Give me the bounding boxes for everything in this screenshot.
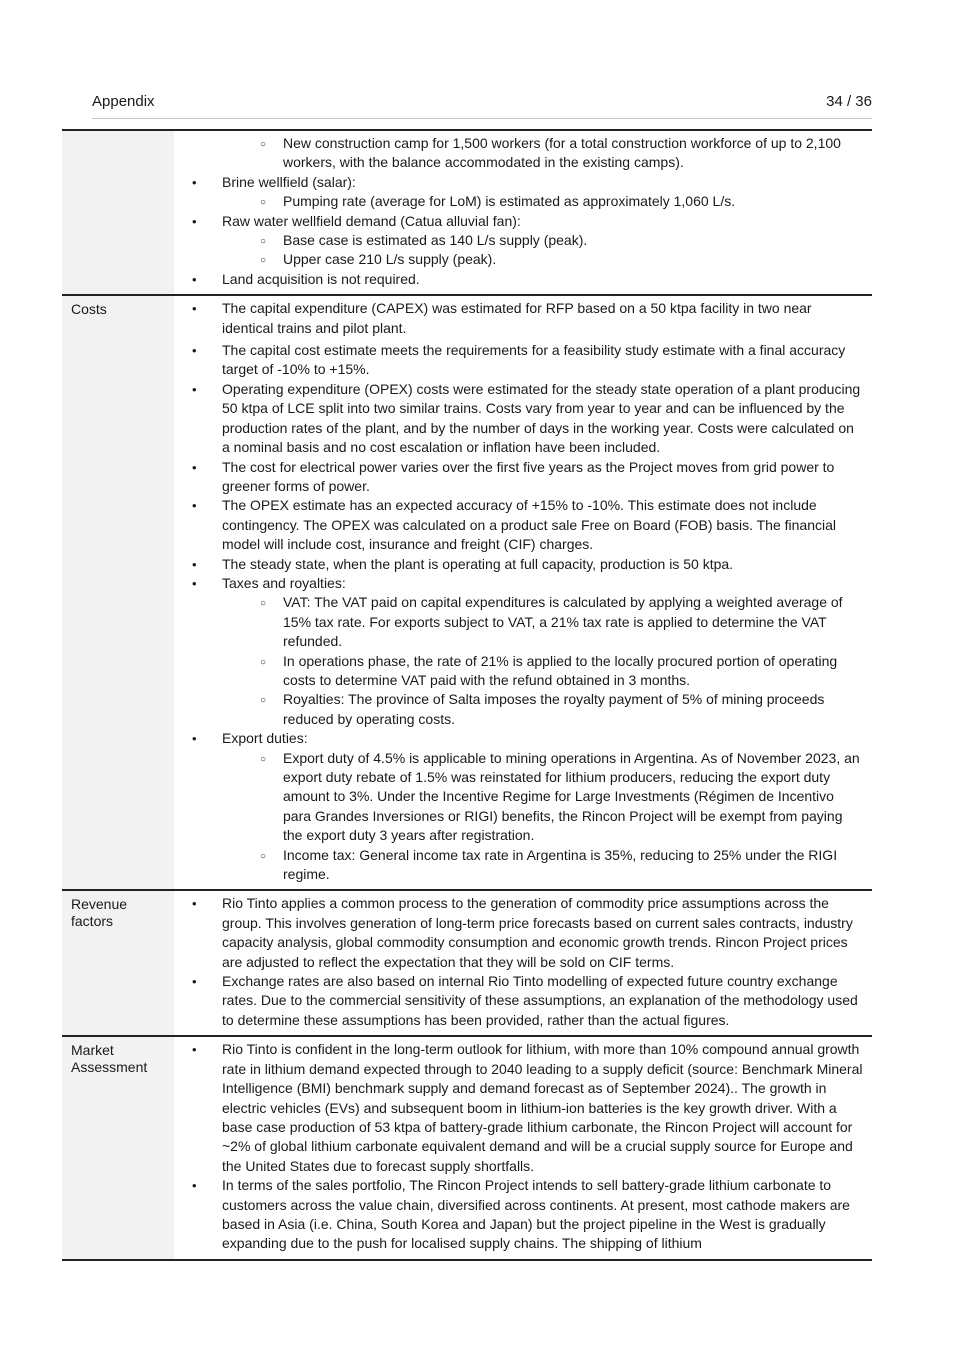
list-item-text: • Brine wellfield (salar): <box>222 173 356 190</box>
list-item <box>174 212 864 270</box>
table-row <box>62 131 872 296</box>
list-item-text: • Exchange rates are also based on internal Rio Tinto modelling of expected future country exchange rates. Due to the commercial sensitivity of these assumptions, an explanation of the methodology used to determine these assumptions has been provided, rather than the actual figures. <box>222 973 858 1028</box>
row-label: Market Assessment <box>62 1037 174 1258</box>
page-header <box>92 92 872 119</box>
sub-list-item: ○ Base case is estimated as 140 L/s supply (peak). <box>174 231 864 250</box>
sub-list-container <box>174 134 864 173</box>
table-row <box>62 1037 872 1260</box>
row-label <box>62 131 174 294</box>
sub-list-item: ○ New construction camp for 1,500 workers (for a total construction workforce of up to 2,100 workers, with the balance accommodated in the existing camps). <box>174 134 864 173</box>
list-item <box>174 972 864 1030</box>
list-item-text: • In terms of the sales portfolio, The Rincon Project intends to sell battery-grade lithium carbonate to customers across the value chain, diversified across continents. At present, most cathode makers are based in Asia (i.e. China, South Korea and Japan) but the project pipeline in the West is gradually expanding due to the push for localised supply chains. The shipping of lithium <box>222 1177 850 1252</box>
list-item-text: • Raw water wellfield demand (Catua alluvial fan): <box>222 212 521 229</box>
list-item-text: • Rio Tinto applies a common process to the generation of commodity price assumptions across the group. This involves generation of long-term price forecasts based on current sales contracts, industry capacity analysis, global commodity consumption and economic growth trends. Rincon Project prices are adjusted to reflect the expectation that they will be sold on CIF terms. <box>222 895 853 970</box>
table-row <box>62 891 872 1037</box>
sub-list-item: ○ Royalties: The province of Salta imposes the royalty payment of 5% of mining proceeds reduced by operating costs. <box>174 690 864 729</box>
list-item-text: • Taxes and royalties: <box>222 574 346 591</box>
list-item <box>174 458 864 497</box>
list-item <box>174 496 864 554</box>
list-item <box>174 1176 864 1254</box>
sub-list-item: ○ In operations phase, the rate of 21% is applied to the locally procured portion of operating costs to determine VAT paid with the refund obtained in 3 months. <box>174 652 864 691</box>
list-item <box>174 729 864 884</box>
list-item-text: • Rio Tinto is confident in the long-term outlook for lithium, with more than 10% compound annual growth rate in lithium demand expected through to 2040 leading to a supply deficit (source: Benchmark Mineral Intelligence (BMI) benchmark supply and demand forecast as of September 2024).. The growth in electric vehicles (EVs) and subsequent boom in lithium-ion batteries is the key growth driver. With a base case production of 53 ktpa of battery-grade lithium carbonate, the Rincon Project will account for ~2% of global lithium carbonate equivalent demand and will be a crucial supply source for Europe and the United States due to forecast supply shortfalls. <box>222 1041 863 1174</box>
list-item-text: • The OPEX estimate has an expected accuracy of +15% to -10%. This estimate does not include contingency. The OPEX was calculated on a product sale Free on Board (FOB) basis. The financial model will include cost, insurance and freight (CIF) charges. <box>222 497 836 553</box>
list-item <box>174 380 864 458</box>
section-title: Appendix <box>92 93 155 110</box>
list-item <box>174 299 864 338</box>
row-label: Revenue factors <box>62 891 174 1035</box>
row-content <box>174 891 872 1035</box>
list-item <box>174 270 864 289</box>
list-item-text: • Land acquisition is not required. <box>222 270 420 287</box>
page-number: 34 / 36 <box>826 93 872 110</box>
list-item-text: • Operating expenditure (OPEX) costs were estimated for the steady state operation of a plant producing 50 ktpa of LCE split into two similar trains. Costs vary from year to year and can be influenced by the production rates of the plant, and by the number of days in the working year. Costs were calculated on a nominal basis and no cost escalation or inflation have been included. <box>222 380 861 456</box>
row-content <box>174 296 872 889</box>
sub-list-item: ○ VAT: The VAT paid on capital expenditures is calculated by applying a weighted average of 15% tax rate. For exports subject to VAT, a 21% tax rate is applied to determine the VAT refunded. <box>174 593 864 651</box>
list-item <box>174 894 864 972</box>
list-item-text: • Export duties: <box>222 730 308 747</box>
list-item-text: • The capital cost estimate meets the requirements for a feasibility study estimate with a final accuracy target of -10% to +15%. <box>222 342 846 378</box>
sub-list-item: ○ Income tax: General income tax rate in Argentina is 35%, reducing to 25% under the RIGI regime. <box>174 846 864 885</box>
appendix-table <box>62 129 872 1261</box>
row-content <box>174 131 872 294</box>
list-item <box>174 574 864 729</box>
sub-list-item: ○ Export duty of 4.5% is applicable to mining operations in Argentina. As of November 2023, an export duty rebate of 1.5% was reinstated for lithium producers, reducing the export duty amount to 3%. Under the Incentive Regime for Large Investments (Régimen de Incentivo para Grandes Inversiones or RIGI) benefits, the Rincon Project will be exempt from paying the export duty 3 years after registration. <box>174 749 864 846</box>
row-content <box>174 1037 872 1258</box>
list-item-text: • The steady state, when the plant is operating at full capacity, production is 50 ktpa. <box>222 555 734 572</box>
list-item <box>174 555 864 574</box>
sub-list-item: ○ Pumping rate (average for LoM) is estimated as approximately 1,060 L/s. <box>174 192 864 211</box>
list-item <box>174 1040 864 1176</box>
list-item-text: • The cost for electrical power varies over the first five years as the Project moves from grid power to greener forms of power. <box>222 458 835 494</box>
list-item-text: • The capital expenditure (CAPEX) was estimated for RFP based on a 50 ktpa facility in two near identical trains and pilot plant. <box>222 300 812 336</box>
list-item <box>174 341 864 380</box>
list-item <box>174 173 864 212</box>
sub-list-item: ○ Upper case 210 L/s supply (peak). <box>174 250 864 269</box>
table-row <box>62 296 872 891</box>
row-label: Costs <box>62 296 174 889</box>
